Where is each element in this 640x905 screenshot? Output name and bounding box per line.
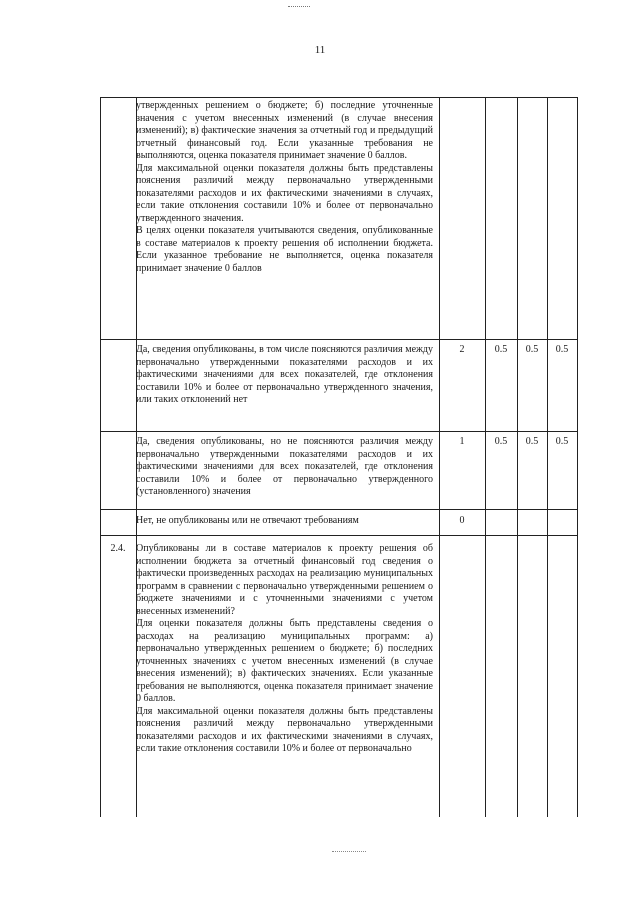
score-cell: 0.5	[555, 344, 569, 355]
scan-mark-bottom	[332, 851, 366, 852]
table-row	[136, 543, 433, 756]
column-divider	[517, 97, 518, 817]
criteria-text: утвержденных решением о бюджете; б) последние уточненные значения с учетом внесенных изменений (в случае внесения изменений); в) фактические значения за отчетный год и предыдущий отчетный финансовый год. Если указанные требования не выполняются, оценка показателя принимает значение 0 баллов.	[136, 100, 433, 161]
score-cell: 0.5	[494, 436, 508, 447]
criteria-text: Для максимальной оценки показателя должны быть представлены пояснения различий между первоначально утвержденными показателями расходов и их фактическими значениями в случаях, если такие отклонения составили 10% и более от первоначально	[136, 705, 433, 754]
criteria-text: Для оценки показателя должны быть представлены сведения о расходах на реализацию муниципальных программ: а) первоначально утвержденных решением о бюджете; б) последних уточненных значениях с учетом внесенных изменений (в случае внесения изменений); в) фактических значениях. Если указанные требования не выполняются, оценка показателя принимает значение 0 баллов.	[136, 618, 433, 704]
score-cell: 1	[459, 436, 465, 447]
score-cell: 2	[459, 344, 465, 355]
row-divider	[100, 431, 577, 432]
table-row	[136, 436, 433, 499]
criteria-text: Для максимальной оценки показателя должны быть представлены пояснения различий между первоначально утвержденными показателями расходов и их фактическими значениями в случаях, если такие отклонения составили 10% и более от первоначально утвержденного значения.	[136, 162, 433, 224]
table-border-top	[100, 97, 577, 98]
item-number: 2.4.	[110, 543, 126, 554]
table-border-left	[100, 97, 101, 817]
row-divider	[100, 535, 577, 536]
table-row	[136, 100, 433, 275]
column-divider	[547, 97, 548, 817]
criteria-table	[100, 97, 577, 817]
score-cell: 0.5	[555, 436, 569, 447]
scan-mark-top	[288, 6, 310, 7]
score-cell: 0.5	[494, 344, 508, 355]
answer-option-text: Да, сведения опубликованы, в том числе поясняются различия между первоначально утвержденными показателями расходов и их фактическими значениями для всех показателей, где отклонения составили 10% и более от первоначально утвержденного значения, или таких отклонений нет	[136, 344, 433, 405]
score-cell: 0.5	[525, 436, 539, 447]
column-divider	[485, 97, 486, 817]
criteria-text: В целях оценки показателя учитываются сведения, опубликованные в составе материалов к проекту решения об исполнении бюджета. Если указанное требование не выполняется, оценка показателя принимает значение 0 баллов	[136, 225, 433, 274]
column-divider	[439, 97, 440, 817]
criteria-text: Опубликованы ли в составе материалов к проекту решения об исполнении бюджета за отчетный финансовый год сведения о фактически произведенных расходах на реализацию муниципальных программ в сравнении с первоначально утвержденными решением о бюджете значениями и с уточненными значениями с учетом внесенных изменений?	[136, 543, 433, 617]
row-divider	[100, 509, 577, 510]
score-cell: 0	[459, 515, 465, 526]
answer-option-text: Да, сведения опубликованы, но не поясняются различия между первоначально утвержденными показателями расходов и их фактическими значениями для всех показателей, где отклонения составили 10% и более от первоначально утвержденного (установленного) значения	[136, 436, 433, 497]
answer-option-text: Нет, не опубликованы или не отвечают требованиям	[136, 515, 359, 526]
page-number: 11	[314, 44, 326, 56]
table-row	[136, 344, 433, 407]
table-row	[136, 515, 433, 528]
score-cell: 0.5	[525, 344, 539, 355]
row-divider	[100, 339, 577, 340]
table-border-right	[577, 97, 578, 817]
